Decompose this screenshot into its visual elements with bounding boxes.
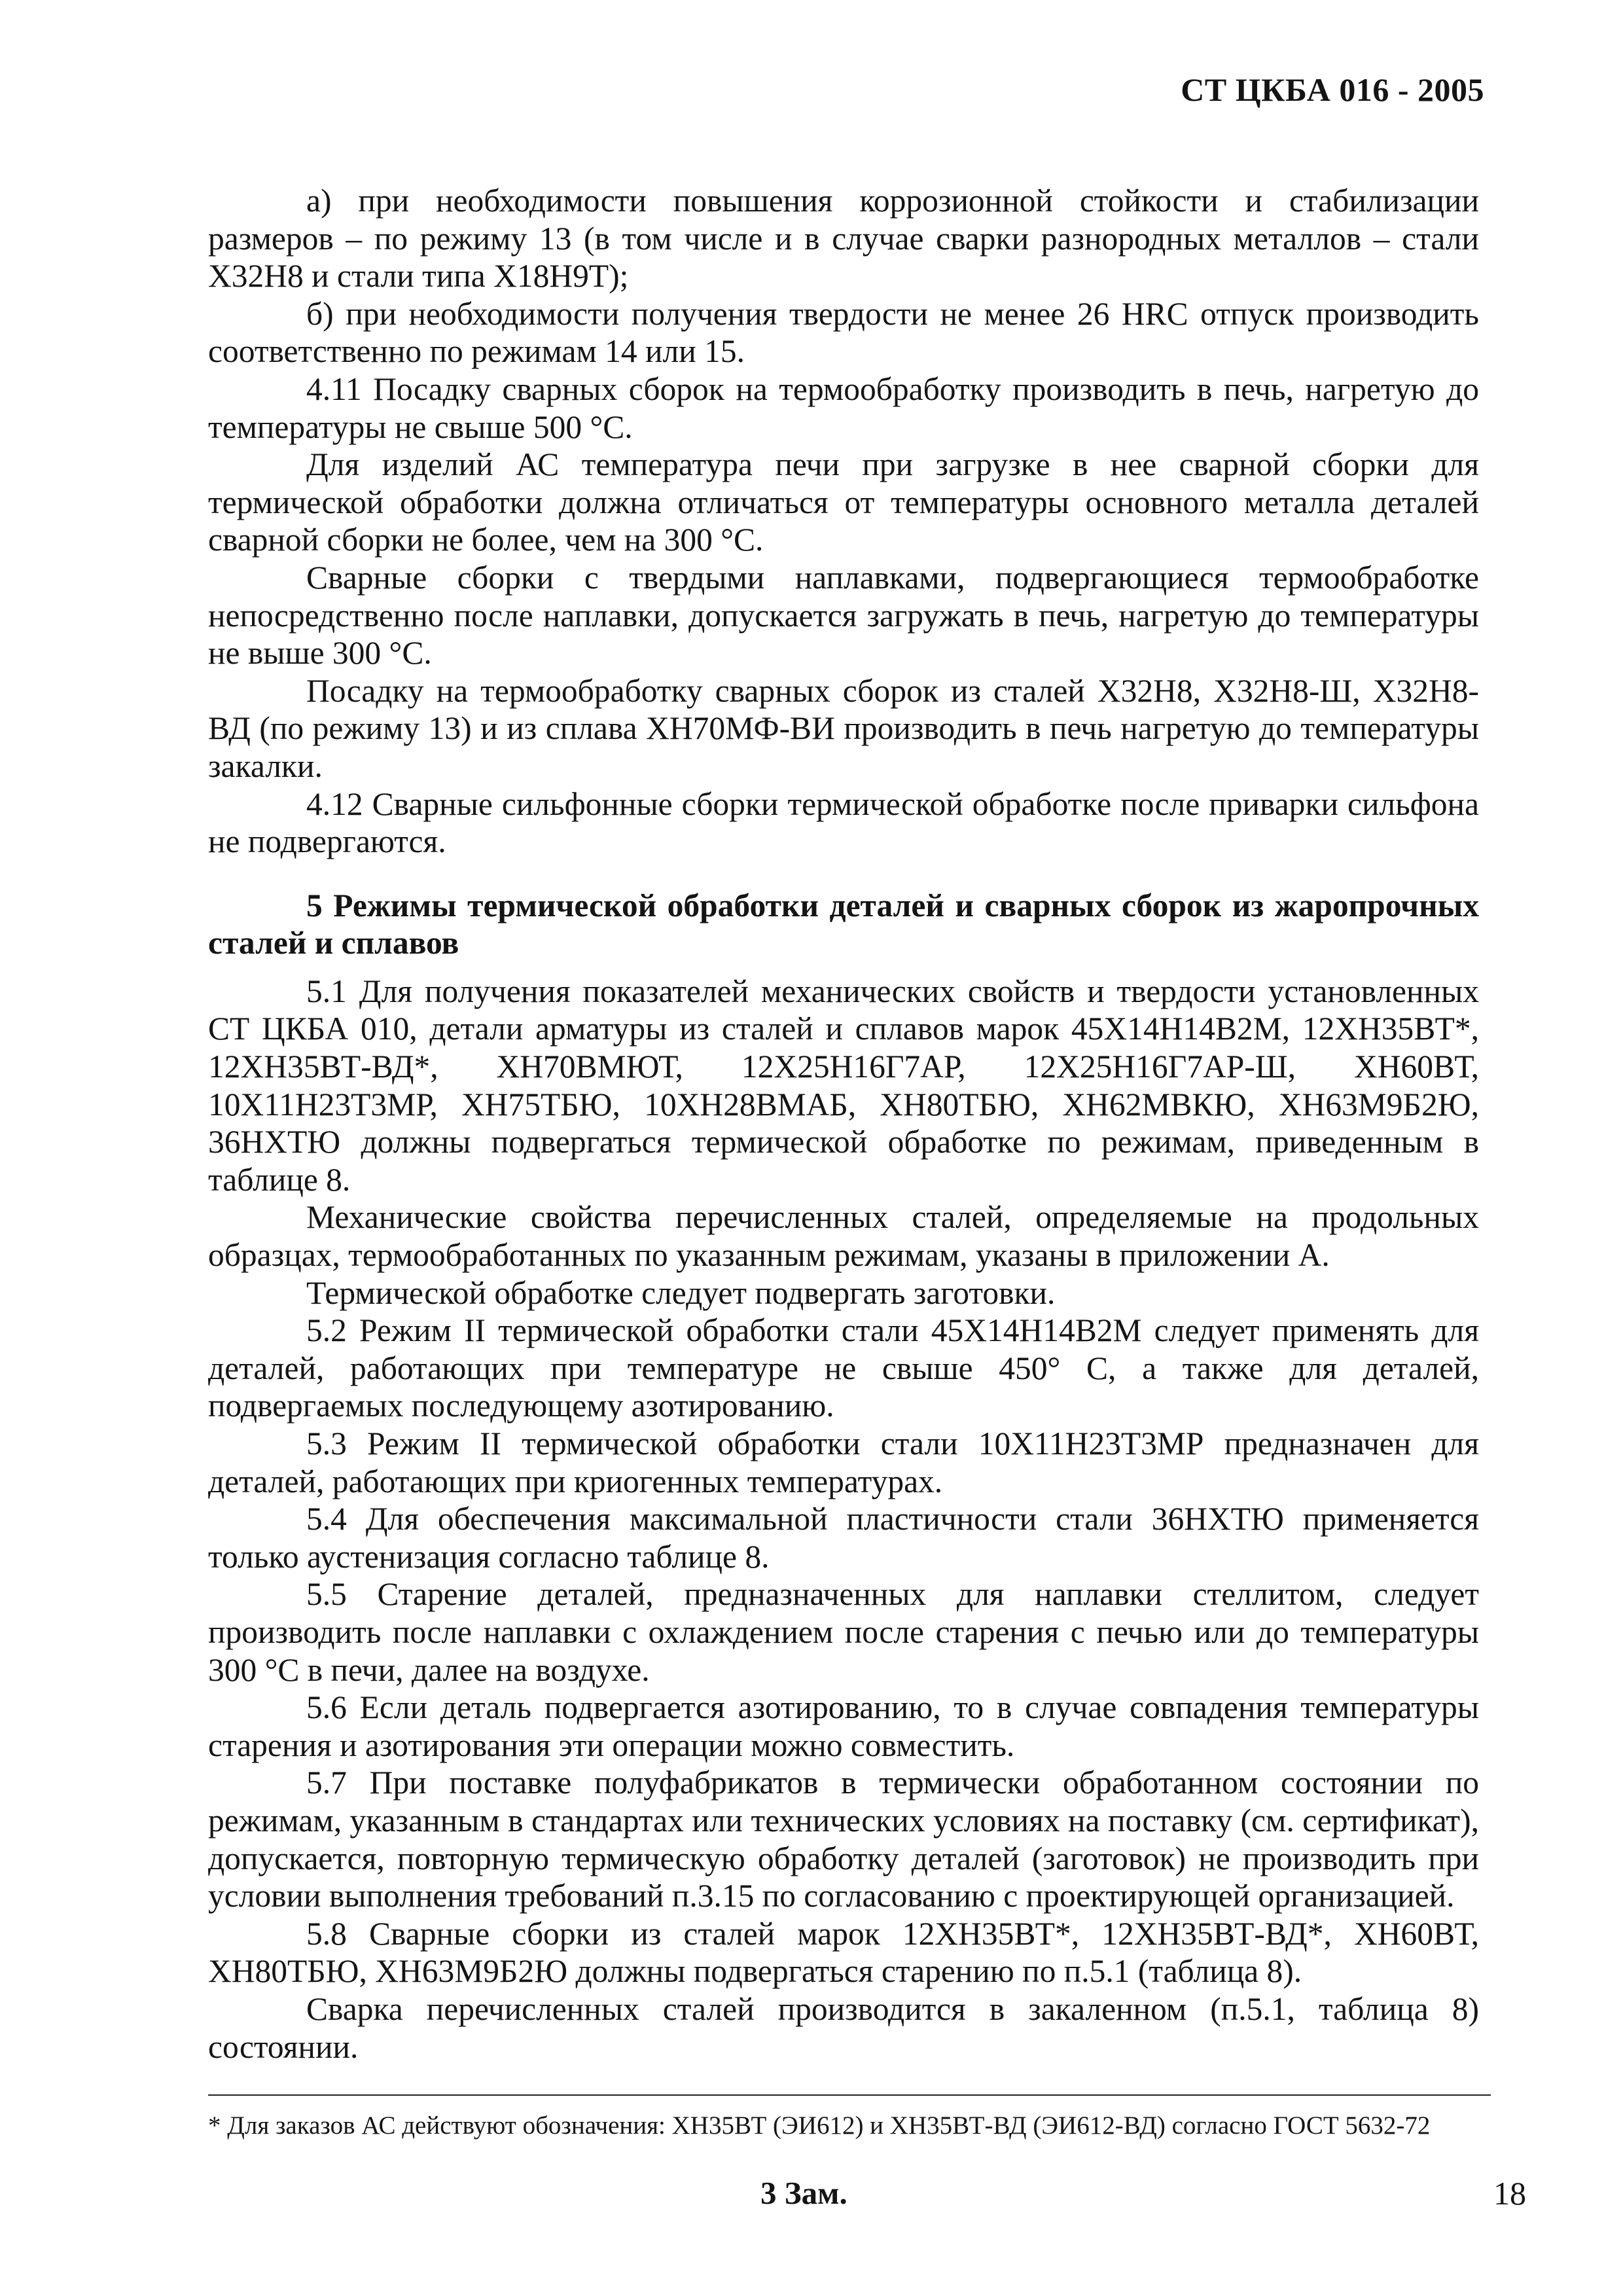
paragraph: 5.2 Режим II термической обработки стали 45Х14Н14В2М следует применять для деталей, работающих при температуре не свыше 450° С, а также для деталей, подвергаемых последующему азотированию.: [208, 1312, 1479, 1424]
paragraph: б) при необходимости получения твердости не менее 26 HRC отпуск производить соответственно по режимам 14 или 15.: [208, 295, 1479, 370]
section-heading: 5 Режимы термической обработки деталей и сварных сборок из жаропрочных сталей и сплавов: [208, 887, 1479, 961]
paragraph: 5.7 При поставке полуфабрикатов в термически обработанном состоянии по режимам, указанным в стандартах или технических условиях на поставку (см. сертификат), допускается, повторную термическую обработку деталей (заготовок) не производить при условии выполнения требований п.3.15 по согласованию с проектирующей организацией.: [208, 1765, 1479, 1914]
paragraph: 4.12 Сварные сильфонные сборки термической обработке после приварки сильфона не подвергаются.: [208, 785, 1479, 860]
document-code: СТ ЦКБА 016 - 2005: [1181, 71, 1484, 108]
paragraph: 5.3 Режим II термической обработки стали 10Х11Н23Т3МР предназначен для деталей, работающих при криогенных температурах.: [208, 1426, 1479, 1499]
paragraph: 5.5 Старение деталей, предназначенных для наплавки стеллитом, следует производить после наплавки с охлаждением после старения с печью или до температуры 300 °С в печи, далее на воздухе.: [208, 1576, 1479, 1688]
footnote-divider: [208, 2094, 1491, 2096]
paragraph: а) при необходимости повышения коррозионной стойкости и стабилизации размеров – по режиму 13 (в том числе и в случае сварки разнородных металлов – стали Х32Н8 и стали типа Х18Н9Т);: [208, 183, 1479, 295]
paragraph: Сварные сборки с твердыми наплавками, подвергающиеся термообработке непосредственно после наплавки, допускается загружать в печь, нагретую до температуры не выше 300 °С.: [208, 559, 1479, 672]
paragraph: Сварка перечисленных сталей производится в закаленном (п.5.1, таблица 8) состоянии.: [208, 1990, 1479, 2065]
paragraph: Механические свойства перечисленных сталей, определяемые на продольных образцах, термообработанных по указанным режимам, указаны в приложении А.: [208, 1199, 1479, 1274]
paragraph: 4.11 Посадку сварных сборок на термообработку производить в печь, нагретую до температуры не свыше 500 °С.: [208, 370, 1479, 445]
paragraph: Для изделий АС температура печи при загрузке в нее сварной сборки для термической обработки должна отличаться от температуры основного металла деталей сварной сборки не более, чем на 300 °С.: [208, 446, 1479, 558]
paragraph: Термической обработке следует подвергать заготовки.: [306, 1274, 1056, 1311]
paragraph: 5.8 Сварные сборки из сталей марок 12ХН35ВТ*, 12ХН35ВТ-ВД*, ХН60ВТ, ХН80ТБЮ, ХН63М9Б2Ю должны подвергаться старению по п.5.1 (таблица 8).: [208, 1915, 1479, 1990]
change-mark: 3 Зам.: [760, 2175, 847, 2211]
paragraph: 5.1 Для получения показателей механических свойств и твердости установленных СТ ЦКБА 010, детали арматуры из сталей и сплавов марок 45Х14Н14В2М, 12ХН35ВТ*, 12ХН35ВТ-ВД*, ХН70ВМЮТ, 12Х25Н16Г7АР, 12Х25Н16Г7АР-Ш, ХН60ВТ, 10Х11Н23Т3МР, ХН75ТБЮ, 10ХН28ВМАБ, ХН80ТБЮ, ХН62МВКЮ, ХН63М9Б2Ю, 36НХТЮ должны подвергаться термической обработке по режимам, приведенным в таблице 8.: [208, 973, 1479, 1198]
paragraph: Посадку на термообработку сварных сборок из сталей Х32Н8, Х32Н8-Ш, Х32Н8-ВД (по режиму 13) и из сплава ХН70МФ-ВИ производить в печь нагретую до температуры закалки.: [208, 672, 1479, 784]
body-text: [208, 182, 1479, 2066]
footnote: [208, 2106, 1479, 2145]
paragraph: 5.6 Если деталь подвергается азотированию, то в случае совпадения температуры старения и азотирования эти операции можно совместить.: [208, 1689, 1479, 1763]
footnote-text: * Для заказов АС действуют обозначения: ХН35ВТ (ЭИ612) и ХН35ВТ-ВД (ЭИ612-ВД) согласно ГОСТ 5632-72: [208, 2111, 1431, 2140]
paragraph: 5.4 Для обеспечения максимальной пластичности стали 36НХТЮ применяется только аустенизация согласно таблице 8.: [208, 1501, 1479, 1575]
page-number: 18: [1493, 2175, 1526, 2212]
